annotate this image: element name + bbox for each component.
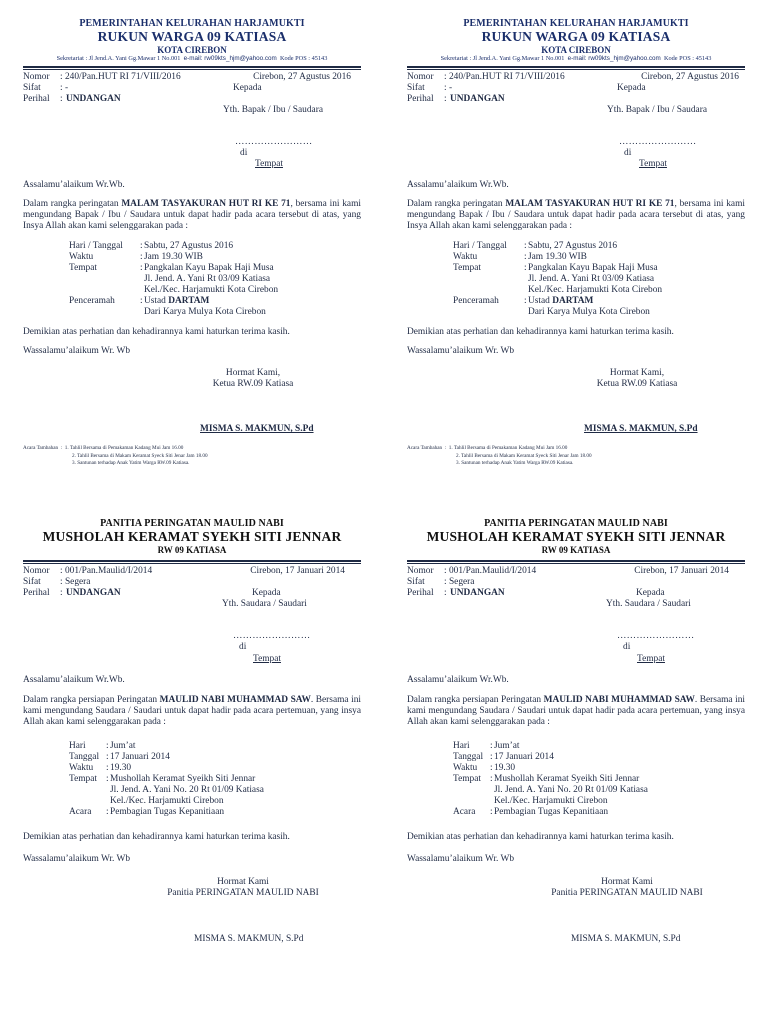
detail-row <box>23 741 361 752</box>
salam-open: Assalamu’alaikum Wr.Wb. <box>407 675 509 685</box>
detail-label: Hari <box>453 741 470 751</box>
body-text: Dalam rangka persiapan Peringatan <box>23 695 160 705</box>
letterhead-line1: PEMERINTAHAN KELURAHAN HARJAMUKTI <box>463 18 689 29</box>
letterhead-address <box>407 55 745 62</box>
hut-letter-right <box>407 18 745 523</box>
detail-label: Tempat <box>453 774 481 784</box>
perihal-value: UNDANGAN <box>66 588 121 599</box>
detail-row <box>23 774 361 785</box>
header-rule <box>23 560 361 562</box>
recipient-dots: …………………… <box>617 631 695 641</box>
sifat-label: Sifat <box>407 82 425 93</box>
acara-label: Acara Tambahan <box>407 445 443 451</box>
letter-meta <box>23 71 361 115</box>
sifat-value: : - <box>60 82 69 93</box>
detail-colon: : <box>490 763 493 773</box>
acara-item: 3. Santunan terhadap Anak Yatim Warga RW.09 Katiasa. <box>456 460 574 467</box>
sifat-row <box>23 577 361 588</box>
recipient-line: Yth. Saudara / Saudari <box>222 599 307 610</box>
jabatan-text: Ketua RW.09 Katiasa <box>212 379 294 390</box>
letterhead-city: KOTA CIREBON <box>157 44 227 55</box>
di-label: di <box>240 148 248 158</box>
letterhead-line1: PANITIA PERINGATAN MAULID NABI <box>484 518 668 529</box>
header-rule-thin <box>407 563 745 564</box>
maulid-letter-right <box>407 518 745 1023</box>
detail-row <box>23 252 361 263</box>
letterhead-title: RUKUN WARGA 09 KATIASA <box>97 28 287 44</box>
sifat-row <box>23 83 361 94</box>
perihal-row <box>407 93 745 115</box>
nomor-value: : 240/Pan.HUT RI 71/VIII/2016 <box>444 71 565 82</box>
detail-label: Hari / Tanggal <box>69 241 123 251</box>
detail-colon: : <box>490 752 493 762</box>
hormat-text: Hormat Kami, <box>225 368 281 378</box>
detail-row <box>23 241 361 252</box>
acara-item: 1. Tahlil Bersama di Pemakaman Kadang Mui Jam 16.00 <box>64 445 184 451</box>
perihal-label: Perihal <box>23 588 50 599</box>
event-name: MAULID NABI MUHAMMAD SAW <box>543 695 695 705</box>
nomor-row <box>23 566 361 577</box>
detail-row <box>407 252 745 263</box>
penceramah-origin: Dari Karya Mulya Kota Cirebon <box>144 307 266 317</box>
letter-meta <box>23 566 361 610</box>
detail-value: 17 Januari 2014 <box>110 752 170 762</box>
letter-date: Cirebon, 17 Januari 2014 <box>250 566 345 577</box>
detail-label: Acara <box>453 807 476 817</box>
jabatan-text: Ketua RW.09 Katiasa <box>596 379 678 390</box>
nomor-row <box>407 72 745 83</box>
detail-colon: : <box>106 752 109 762</box>
detail-colon: : <box>524 252 527 262</box>
nomor-label: Nomor <box>23 566 50 577</box>
penceramah-name: DARTAM <box>168 296 210 306</box>
letter-date: Cirebon, 27 Agustus 2016 <box>253 71 351 82</box>
detail-colon: : <box>524 241 527 251</box>
closing-text: Demikian atas perhatian dan kehadirannya kami haturkan terima kasih. <box>23 832 290 842</box>
detail-label: Waktu <box>69 763 94 773</box>
letter-body <box>407 199 745 232</box>
closing-text: Demikian atas perhatian dan kehadirannya kami haturkan terima kasih. <box>23 327 290 337</box>
address-text: Sekretariat : Jl Jend.A. Yani Gg.Mawar 1 No.001 <box>440 55 565 63</box>
body-text-rest: . Bersama ini kami mengundang Saudara / Saudari untuk dapat hadir pada acara pertemuan, yang insya Allah akan kami selenggarakan pada : <box>407 695 745 728</box>
detail-colon: : <box>106 807 109 817</box>
hormat-text: Hormat Kami <box>217 877 269 887</box>
letter-date: Cirebon, 27 Agustus 2016 <box>641 71 739 82</box>
detail-value: Pangkalan Kayu Bapak Haji Musa <box>144 263 274 273</box>
detail-value: Jam 19.30 WIB <box>144 252 203 262</box>
detail-row <box>23 296 361 307</box>
detail-value: Pembagian Tugas Kepanitiaan <box>494 807 609 817</box>
detail-colon: : <box>524 263 527 273</box>
letterhead-line1: PANITIA PERINGATAN MAULID NABI <box>100 518 284 529</box>
sifat-label: Sifat <box>23 82 41 93</box>
detail-value: 19.30 <box>110 763 132 773</box>
detail-value: Mushollah Keramat Syeikh Siti Jennar <box>110 774 256 784</box>
acara-line <box>23 460 208 468</box>
detail-row <box>407 307 745 318</box>
di-label: di <box>239 642 247 652</box>
sifat-value: : - <box>444 82 453 93</box>
signer-name: MISMA S. MAKMUN, S.Pd <box>571 934 681 944</box>
detail-row <box>407 296 745 307</box>
detail-row <box>23 307 361 318</box>
perihal-label: Perihal <box>23 93 50 104</box>
signature-block <box>587 368 687 390</box>
detail-colon: : <box>106 774 109 784</box>
detail-label: Tanggal <box>69 752 100 762</box>
letterhead-rw: RW 09 KATIASA <box>541 544 611 555</box>
detail-colon: : <box>140 252 143 262</box>
detail-colon: : <box>140 241 143 251</box>
penceramah-name: DARTAM <box>552 296 594 306</box>
detail-label: Waktu <box>453 252 478 262</box>
perihal-value: UNDANGAN <box>66 93 121 104</box>
closing-text: Demikian atas perhatian dan kehadirannya kami haturkan terima kasih. <box>407 327 674 337</box>
kepada-label: Kepada <box>252 588 281 599</box>
perihal-value: UNDANGAN <box>450 93 505 104</box>
detail-row <box>407 285 745 296</box>
letterhead-title: MUSHOLAH KERAMAT SYEKH SITI JENNAR <box>42 528 342 544</box>
detail-row <box>23 763 361 774</box>
detail-row <box>407 785 745 796</box>
detail-value: Jum’at <box>494 741 520 751</box>
hut-letter-left <box>23 18 361 523</box>
event-name: MALAM TASYAKURAN HUT RI KE 71 <box>505 199 675 209</box>
perihal-label: Perihal <box>407 93 434 104</box>
letter-date: Cirebon, 17 Januari 2014 <box>634 566 729 577</box>
detail-label: Penceramah <box>453 296 499 306</box>
penceramah-title: Ustad <box>144 296 169 306</box>
signer-name: MISMA S. MAKMUN, S.Pd <box>584 424 698 434</box>
letter-body <box>407 695 745 728</box>
perihal-label: Perihal <box>407 588 434 599</box>
letter-meta <box>407 71 745 115</box>
sifat-label: Sifat <box>23 577 41 588</box>
recipient-line: Yth. Bapak / Ibu / Saudara <box>223 104 323 115</box>
detail-row <box>23 796 361 807</box>
email-text: e-mail: rw09kts_hjm@yahoo.com <box>183 55 277 63</box>
kepada-label: Kepada <box>636 588 665 599</box>
detail-value: Pembagian Tugas Kepanitiaan <box>110 807 225 817</box>
detail-colon: : <box>490 807 493 817</box>
letterhead-address <box>23 55 361 62</box>
acara-item: 2. Tahlil Bersama di Makam Keramat Syeck Siti Jenar Jam 18.00 <box>72 452 208 459</box>
event-details <box>23 241 361 318</box>
perihal-value: UNDANGAN <box>450 588 505 599</box>
acara-line: Acara Tambahan : 1. Tahlil Bersama di Pemakaman Kadang Mui Jam 16.00 <box>407 445 568 451</box>
detail-value: Jum’at <box>110 741 136 751</box>
detail-label: Tempat <box>69 774 97 784</box>
detail-row <box>407 807 745 818</box>
nomor-row <box>407 566 745 577</box>
event-details <box>407 741 745 818</box>
detail-value: Jl. Jend. A. Yani Rt 03/09 Katiasa <box>144 274 271 284</box>
event-details <box>23 741 361 818</box>
tempat-label: Tempat <box>639 159 667 169</box>
detail-label: Tempat <box>453 263 481 273</box>
jabatan-text: Panitia PERINGATAN MAULID NABI <box>551 888 703 899</box>
salam-open: Assalamu’alaikum Wr.Wb. <box>407 180 509 190</box>
acara-item: 1. Tahlil Bersama di Pemakaman Kadang Mui Jam 16.00 <box>448 445 568 451</box>
salam-close: Wassalamu’alaikum Wr. Wb <box>407 346 515 356</box>
salam-close: Wassalamu’alaikum Wr. Wb <box>407 854 515 864</box>
jabatan-text: Panitia PERINGATAN MAULID NABI <box>167 888 319 899</box>
header-rule-thin <box>23 563 361 564</box>
letterhead <box>407 518 745 555</box>
body-text: Dalam rangka peringatan <box>407 199 506 209</box>
maulid-letter-left <box>23 518 361 1023</box>
detail-row <box>23 285 361 296</box>
salam-open: Assalamu’alaikum Wr.Wb. <box>23 675 125 685</box>
recipient-dots: …………………… <box>233 631 311 641</box>
email-text: e-mail: rw09kts_hjm@yahoo.com <box>567 55 661 63</box>
signer-name: MISMA S. MAKMUN, S.Pd <box>194 934 304 944</box>
header-rule <box>407 560 745 562</box>
detail-row <box>407 274 745 285</box>
signature-block <box>203 368 303 390</box>
tempat-label: Tempat <box>253 654 281 664</box>
event-name: MALAM TASYAKURAN HUT RI KE 71 <box>121 199 291 209</box>
detail-row <box>23 807 361 818</box>
detail-value: Mushollah Keramat Syeikh Siti Jennar <box>494 774 640 784</box>
nomor-value: : 001/Pan.Maulid/I/2014 <box>444 566 537 577</box>
detail-row <box>407 263 745 274</box>
perihal-row <box>23 588 361 610</box>
detail-value: Pangkalan Kayu Bapak Haji Musa <box>528 263 658 273</box>
letterhead-rw: RW 09 KATIASA <box>157 544 227 555</box>
letterhead-title: MUSHOLAH KERAMAT SYEKH SITI JENNAR <box>426 528 726 544</box>
detail-label: Tanggal <box>453 752 484 762</box>
detail-value: Kel./Kec. Harjamukti Cirebon <box>110 796 224 806</box>
sifat-row <box>407 577 745 588</box>
acara-item: 2. Tahlil Bersama di Makam Keramat Syeck Siti Jenar Jam 18.00 <box>456 452 592 459</box>
detail-value: Sabtu, 27 Agustus 2016 <box>144 241 234 251</box>
perihal-row <box>23 93 361 115</box>
detail-row <box>23 785 361 796</box>
sifat-row <box>407 83 745 94</box>
tempat-label: Tempat <box>255 159 283 169</box>
detail-value: Kel./Kec. Harjamukti Cirebon <box>494 796 608 806</box>
postcode-text: Kode POS : 45143 <box>279 55 328 63</box>
acara-line <box>23 453 208 461</box>
address-text: Sekretariat : Jl Jend.A. Yani Gg.Mawar 1 No.001 <box>56 55 181 63</box>
closing-text: Demikian atas perhatian dan kehadirannya kami haturkan terima kasih. <box>407 832 674 842</box>
letter-body <box>23 199 361 232</box>
header-rule <box>23 66 361 68</box>
kepada-label: Kepada <box>233 82 262 93</box>
detail-label: Penceramah <box>69 296 115 306</box>
acara-label: Acara Tambahan <box>23 445 59 451</box>
kepada-label: Kepada <box>617 82 646 93</box>
nomor-value: : 001/Pan.Maulid/I/2014 <box>60 566 153 577</box>
recipient-line: Yth. Saudara / Saudari <box>606 599 691 610</box>
letterhead <box>407 18 745 63</box>
detail-label: Acara <box>69 807 92 817</box>
recipient-dots: …………………… <box>619 137 697 147</box>
detail-value <box>144 296 209 307</box>
detail-row <box>407 796 745 807</box>
detail-row <box>23 752 361 763</box>
detail-row <box>407 763 745 774</box>
detail-value: Jam 19.30 WIB <box>528 252 587 262</box>
nomor-label: Nomor <box>407 566 434 577</box>
signature-block <box>163 877 323 899</box>
letter-body <box>23 695 361 728</box>
penceramah-title: Ustad <box>528 296 553 306</box>
letterhead <box>23 18 361 63</box>
di-label: di <box>623 642 631 652</box>
detail-value: 19.30 <box>494 763 516 773</box>
letterhead-title: RUKUN WARGA 09 KATIASA <box>481 28 671 44</box>
signer-name: MISMA S. MAKMUN, S.Pd <box>200 424 314 434</box>
nomor-label: Nomor <box>23 71 50 82</box>
body-text: Dalam rangka persiapan Peringatan <box>407 695 544 705</box>
detail-colon: : <box>140 296 143 306</box>
tempat-label: Tempat <box>637 654 665 664</box>
event-details <box>407 241 745 318</box>
perihal-colon: : <box>444 588 447 599</box>
detail-colon: : <box>490 741 493 751</box>
perihal-colon: : <box>444 93 447 104</box>
salam-open: Assalamu’alaikum Wr.Wb. <box>23 180 125 190</box>
detail-colon: : <box>524 296 527 306</box>
header-rule-thin <box>23 69 361 70</box>
hormat-text: Hormat Kami <box>601 877 653 887</box>
detail-row <box>23 274 361 285</box>
detail-value: Jl. Jend. A. Yani No. 20 Rt 01/09 Katiasa <box>494 785 648 795</box>
detail-row <box>407 241 745 252</box>
detail-colon: : <box>490 774 493 784</box>
detail-value: Sabtu, 27 Agustus 2016 <box>528 241 618 251</box>
acara-line <box>407 460 592 468</box>
header-rule <box>407 66 745 68</box>
detail-label: Tempat <box>69 263 97 273</box>
body-text-rest: , bersama ini kami mengundang Bapak / Ibu / Saudara untuk dapat hadir pada acara tersebut di atas, yang Insya Allah akan kami selenggarakan pada : <box>407 199 745 232</box>
detail-value <box>528 296 593 307</box>
perihal-row <box>407 588 745 610</box>
body-text-rest: , bersama ini kami mengundang Bapak / Ibu / Saudara untuk dapat hadir pada acara tersebut di atas, yang Insya Allah akan kami selenggarakan pada : <box>23 199 361 232</box>
sifat-label: Sifat <box>407 577 425 588</box>
detail-row <box>407 774 745 785</box>
body-text: Dalam rangka peringatan <box>23 199 122 209</box>
perihal-colon: : <box>60 93 63 104</box>
detail-value: Kel./Kec. Harjamukti Kota Cirebon <box>144 285 279 295</box>
detail-label: Hari <box>69 741 86 751</box>
detail-row <box>407 741 745 752</box>
sifat-value: : Segera <box>60 577 91 588</box>
signature-block <box>547 877 707 899</box>
detail-colon: : <box>106 763 109 773</box>
acara-tambahan <box>23 445 208 468</box>
header-rule-thin <box>407 69 745 70</box>
sifat-value: : Segera <box>444 577 475 588</box>
detail-row <box>23 263 361 274</box>
letterhead <box>23 518 361 555</box>
nomor-label: Nomor <box>407 71 434 82</box>
detail-value: Kel./Kec. Harjamukti Kota Cirebon <box>528 285 663 295</box>
detail-colon: : <box>140 263 143 273</box>
postcode-text: Kode POS : 45143 <box>663 55 712 63</box>
detail-colon: : <box>106 741 109 751</box>
letter-meta <box>407 566 745 610</box>
letterhead-line1: PEMERINTAHAN KELURAHAN HARJAMUKTI <box>79 18 305 29</box>
detail-label: Hari / Tanggal <box>453 241 507 251</box>
detail-value: Jl. Jend. A. Yani Rt 03/09 Katiasa <box>528 274 655 284</box>
letterhead-city: KOTA CIREBON <box>541 44 611 55</box>
detail-value: 17 Januari 2014 <box>494 752 554 762</box>
event-name: MAULID NABI MUHAMMAD SAW <box>159 695 311 705</box>
penceramah-origin: Dari Karya Mulya Kota Cirebon <box>528 307 650 317</box>
nomor-value: : 240/Pan.HUT RI 71/VIII/2016 <box>60 71 181 82</box>
detail-label: Waktu <box>453 763 478 773</box>
recipient-line: Yth. Bapak / Ibu / Saudara <box>607 104 707 115</box>
detail-label: Waktu <box>69 252 94 262</box>
salam-close: Wassalamu’alaikum Wr. Wb <box>23 854 131 864</box>
body-text-rest: . Bersama ini kami mengundang Saudara / Saudari untuk dapat hadir pada acara pertemuan, yang insya Allah akan kami selenggarakan pada : <box>23 695 361 728</box>
acara-line: Acara Tambahan : 1. Tahlil Bersama di Pemakaman Kadang Mui Jam 16.00 <box>23 445 184 451</box>
recipient-dots: …………………… <box>235 137 313 147</box>
hormat-text: Hormat Kami, <box>609 368 665 378</box>
detail-value: Jl. Jend. A. Yani No. 20 Rt 01/09 Katiasa <box>110 785 264 795</box>
perihal-colon: : <box>60 588 63 599</box>
di-label: di <box>624 148 632 158</box>
acara-item: 3. Santunan terhadap Anak Yatim Warga RW.09 Katiasa. <box>72 460 190 467</box>
detail-row <box>407 752 745 763</box>
salam-close: Wassalamu’alaikum Wr. Wb <box>23 346 131 356</box>
acara-line <box>407 453 592 461</box>
nomor-row <box>23 72 361 83</box>
acara-tambahan <box>407 445 592 468</box>
